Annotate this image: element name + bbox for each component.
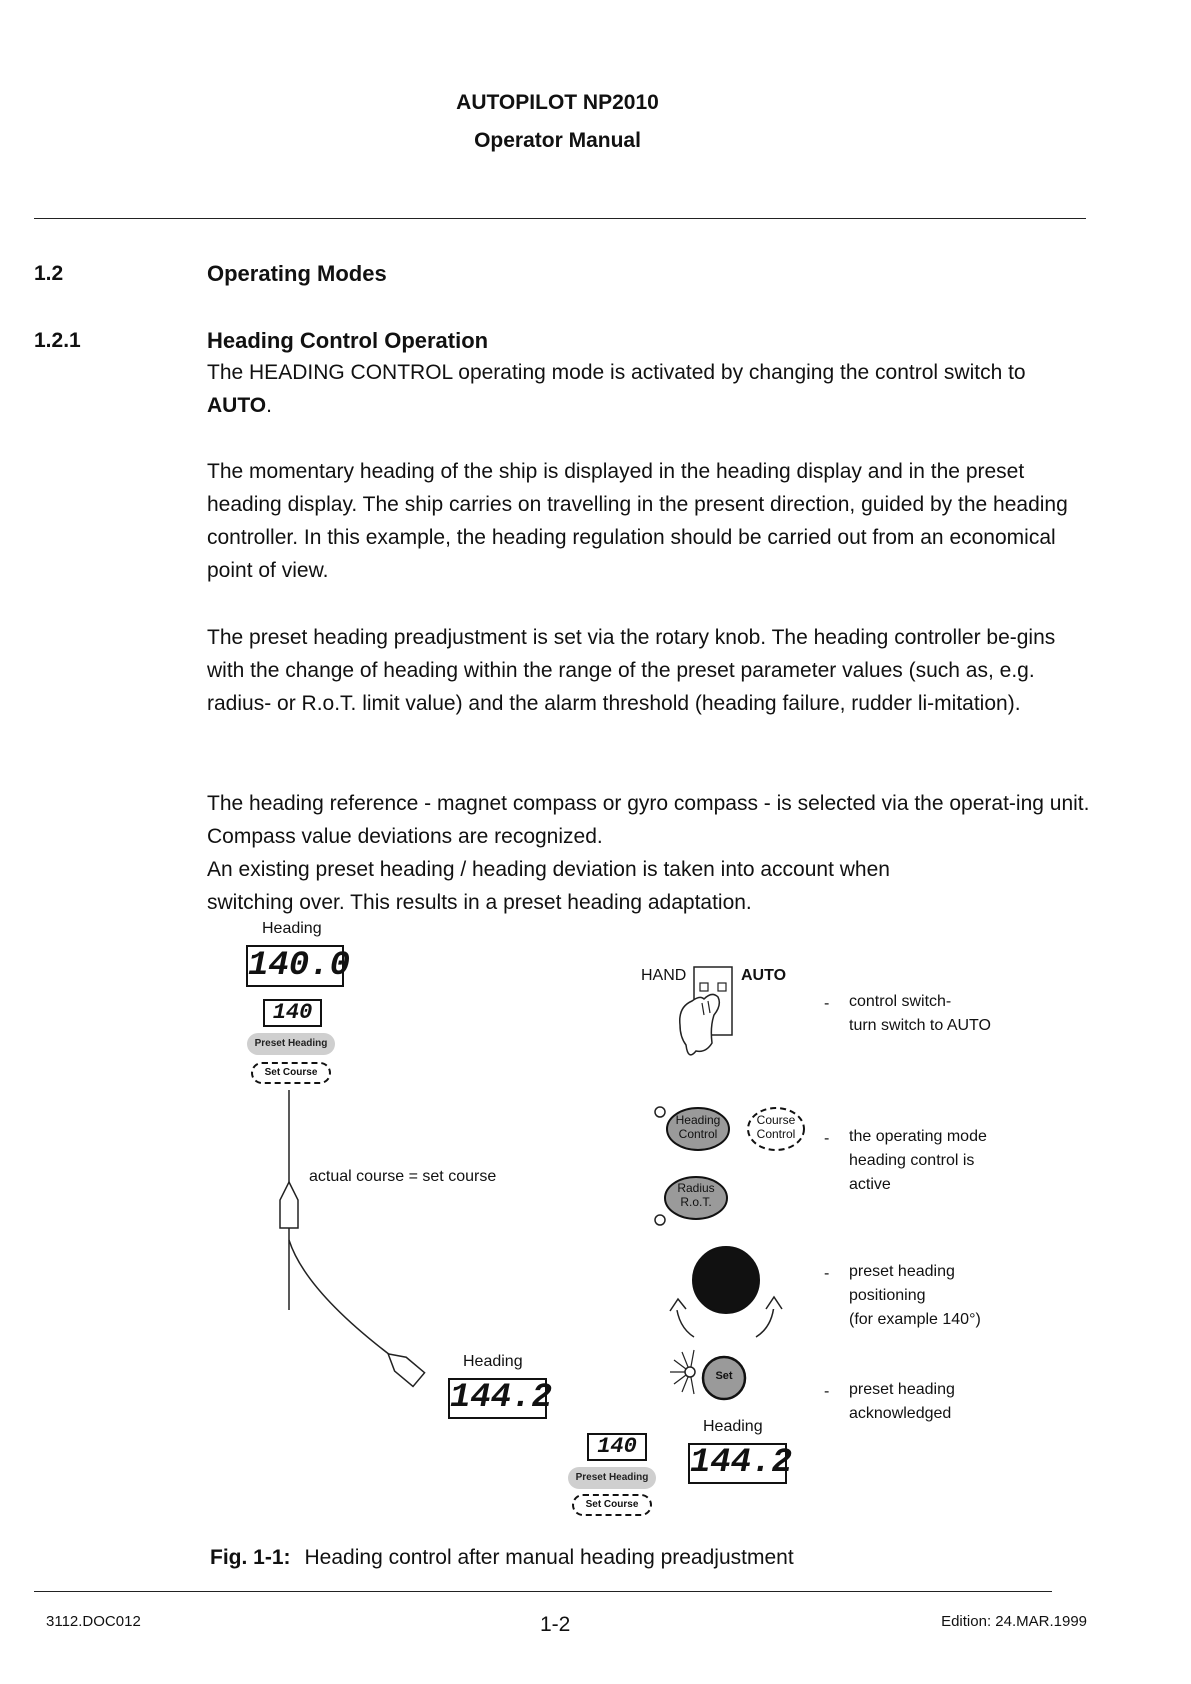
right-heading-label: Heading — [703, 1418, 763, 1435]
document-subtitle: Operator Manual — [474, 129, 641, 152]
control-switch-icon[interactable] — [676, 965, 736, 1065]
heading-control-label[interactable]: Heading Control — [675, 1113, 721, 1141]
note-4-line-2: acknowledged — [849, 1405, 952, 1422]
paragraph-3-line-3: switching over. This results in a preset heading adaptation. — [207, 891, 752, 914]
paragraph-3-line-1: The heading reference - magnet compass or gyro compass - is selected via the operat-ing unit. Compass value deviations are recognized. — [207, 792, 1090, 848]
course-track-diagram — [260, 1090, 480, 1415]
paragraph-1: The momentary heading of the ship is displayed in the heading display and in the preset heading display. The ship carries on travelling in the present direction, guided by the heading controller. In this example, the heading regulation should be carried out from an economical point of view. — [207, 460, 1068, 582]
bottom-set-course-button[interactable]: Set Course — [572, 1494, 652, 1516]
top-heading-label: Heading — [262, 920, 322, 937]
rotary-knob-diagram[interactable] — [668, 1245, 788, 1355]
bottom-preset-display: 140 — [587, 1433, 647, 1461]
intro-paragraph — [207, 356, 1092, 422]
note-2-line-2: heading control is — [849, 1152, 975, 1169]
course-control-label[interactable]: Course Control — [756, 1113, 796, 1141]
note-4-line-1: preset heading — [849, 1381, 955, 1398]
caption-text: Heading control after manual heading preadjustment — [304, 1546, 794, 1569]
switch-hand-label: HAND — [641, 967, 687, 984]
footer-rule — [34, 1591, 1052, 1592]
note-2-dash: - — [824, 1130, 830, 1147]
preset-heading-button[interactable]: Preset Heading — [247, 1033, 335, 1055]
subsection-title: Heading Control Operation — [207, 328, 489, 353]
note-4 — [849, 1378, 955, 1426]
intro-period: . — [266, 394, 272, 417]
note-3-line-2: positioning — [849, 1287, 926, 1304]
footer-doc-id: 3112.DOC012 — [46, 1613, 141, 1630]
note-1-line-1: control switch- — [849, 993, 952, 1010]
course-note: actual course = set course — [309, 1168, 497, 1185]
footer-page-number: 1-2 — [540, 1613, 571, 1636]
note-4-dash: - — [824, 1383, 830, 1400]
subsection-number: 1.2.1 — [34, 329, 81, 352]
rotate-right-arrow-icon — [766, 1297, 782, 1309]
note-2-line-1: the operating mode — [849, 1128, 987, 1145]
radius-rot-led — [655, 1215, 665, 1225]
note-1 — [849, 990, 991, 1038]
rotate-left-arrow-icon — [670, 1299, 686, 1311]
top-preset-display: 140 — [263, 999, 322, 1027]
set-button-label[interactable]: Set — [715, 1370, 733, 1382]
header-rule — [34, 218, 1086, 219]
switch-auto-label: AUTO — [741, 967, 787, 984]
paragraph-2: The preset heading preadjustment is set via the rotary knob. The heading controller be-gins with the change of heading within the range of the preset parameter values (such as, e.g. radius- or R.o.T. limit value) and the alarm threshold (heading failure, rudder li-mitation). — [207, 626, 1056, 715]
note-3-line-1: preset heading — [849, 1263, 955, 1280]
caption-label: Fig. 1-1: — [210, 1546, 291, 1569]
section-number: 1.2 — [34, 262, 64, 285]
set-course-button[interactable]: Set Course — [251, 1062, 331, 1084]
intro-text: The HEADING CONTROL operating mode is activated by changing the control switch to — [207, 361, 1026, 384]
footer-edition: Edition: 24.MAR.1999 — [941, 1613, 1087, 1630]
radius-rot-label[interactable]: Radius R.o.T. — [677, 1181, 715, 1209]
note-2 — [849, 1125, 987, 1197]
note-1-dash: - — [824, 995, 830, 1012]
figure-caption — [210, 1546, 794, 1570]
bottom-preset-heading-button[interactable]: Preset Heading — [568, 1467, 656, 1489]
section-title: Operating Modes — [207, 261, 387, 286]
paragraph-3 — [207, 787, 1092, 919]
right-heading-display: 144.2 — [690, 1444, 793, 1482]
paragraph-3-line-2: An existing preset heading / heading deviation is taken into account when — [207, 858, 890, 881]
mid-heading-display: 144.2 — [450, 1379, 553, 1417]
note-2-line-3: active — [849, 1176, 891, 1193]
note-3 — [849, 1260, 981, 1332]
ship-icon — [280, 1182, 298, 1228]
note-3-dash: - — [824, 1265, 830, 1282]
document-title: AUTOPILOT NP2010 — [456, 91, 659, 114]
mid-heading-label: Heading — [463, 1353, 523, 1370]
note-3-line-3: (for example 140°) — [849, 1311, 981, 1328]
note-1-line-2: turn switch to AUTO — [849, 1017, 991, 1034]
ship-turning-icon — [382, 1347, 424, 1387]
top-heading-display: 140.0 — [248, 947, 351, 985]
rotary-knob-icon — [693, 1247, 759, 1313]
intro-auto: AUTO — [207, 394, 267, 417]
